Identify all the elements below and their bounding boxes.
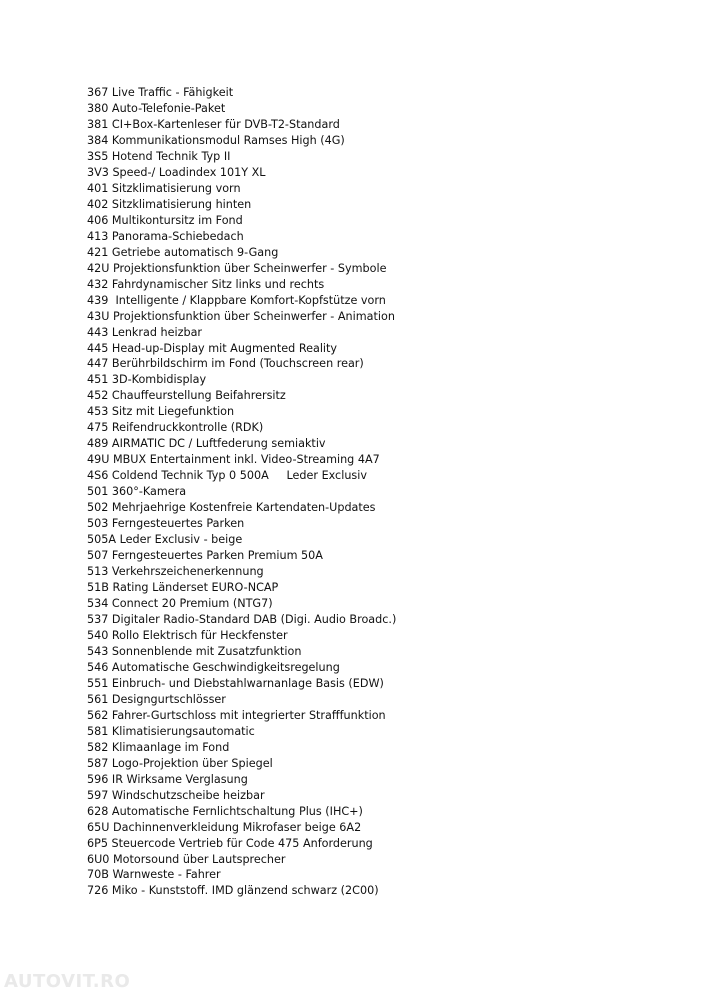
list-item: 384 Kommunikationsmodul Ramses High (4G) bbox=[87, 133, 345, 147]
list-item: 726 Miko - Kunststoff. IMD glänzend schwarz (2C00) bbox=[87, 884, 379, 898]
list-item: 439 Intelligente / Klappbare Komfort-Kopfstütze vorn bbox=[87, 293, 386, 307]
list-item: 42U Projektionsfunktion über Scheinwerfer - Symbole bbox=[87, 261, 387, 275]
list-item: 6P5 Steuercode Vertrieb für Code 475 Anforderung bbox=[87, 836, 373, 850]
list-item: 381 CI+Box-Kartenleser für DVB-T2-Standard bbox=[87, 117, 340, 131]
list-item: 628 Automatische Fernlichtschaltung Plus (IHC+) bbox=[87, 804, 363, 818]
list-item: 581 Klimatisierungsautomatic bbox=[87, 724, 255, 738]
list-item: 546 Automatische Geschwindigkeitsregelung bbox=[87, 660, 340, 674]
list-item: 489 AIRMATIC DC / Luftfederung semiaktiv bbox=[87, 437, 326, 451]
list-item: 502 Mehrjaehrige Kostenfreie Kartendaten-Updates bbox=[87, 501, 376, 515]
list-item: 503 Ferngesteuertes Parken bbox=[87, 517, 245, 531]
list-item: 402 Sitzklimatisierung hinten bbox=[87, 197, 252, 211]
list-item: 432 Fahrdynamischer Sitz links und rechts bbox=[87, 277, 325, 291]
list-item: 597 Windschutzscheibe heizbar bbox=[87, 788, 265, 802]
equipment-option-list bbox=[87, 85, 396, 899]
list-item: 562 Fahrer-Gurtschloss mit integrierter Strafffunktion bbox=[87, 708, 386, 722]
list-item: 367 Live Traffic - Fähigkeit bbox=[87, 86, 234, 99]
list-item: 51B Rating Länderset EURO-NCAP bbox=[87, 581, 279, 595]
list-item: 406 Multikontursitz im Fond bbox=[87, 213, 243, 227]
list-item: 453 Sitz mit Liegefunktion bbox=[87, 405, 235, 419]
list-item: 70B Warnweste - Fahrer bbox=[87, 868, 221, 882]
list-item: 380 Auto-Telefonie-Paket bbox=[87, 101, 226, 115]
list-item: 534 Connect 20 Premium (NTG7) bbox=[87, 597, 273, 610]
list-item: 505A Leder Exclusiv - beige bbox=[87, 533, 243, 547]
list-item: 445 Head-up-Display mit Augmented Reality bbox=[87, 341, 338, 355]
list-item: 401 Sitzklimatisierung vorn bbox=[87, 181, 241, 195]
list-item: 43U Projektionsfunktion über Scheinwerfer - Animation bbox=[87, 309, 395, 323]
list-item: 413 Panorama-Schiebedach bbox=[87, 229, 244, 243]
list-item: 6U0 Motorsound über Lautsprecher bbox=[87, 852, 286, 866]
list-item: 447 Berührbildschirm im Fond (Touchscreen rear) bbox=[87, 357, 364, 371]
list-item: 507 Ferngesteuertes Parken Premium 50A bbox=[87, 549, 323, 563]
list-item: 3S5 Hotend Technik Typ II bbox=[87, 149, 231, 163]
list-item: 582 Klimaanlage im Fond bbox=[87, 740, 230, 754]
list-item: 561 Designgurtschlösser bbox=[87, 692, 226, 706]
list-item: 443 Lenkrad heizbar bbox=[87, 325, 203, 339]
list-item: 4S6 Coldend Technik Typ 0 500A Leder Exclusiv bbox=[87, 469, 367, 483]
list-item: 451 3D-Kombidisplay bbox=[87, 373, 207, 387]
list-item: 551 Einbruch- und Diebstahlwarnanlage Basis (EDW) bbox=[87, 676, 384, 690]
list-item: 596 IR Wirksame Verglasung bbox=[87, 772, 248, 786]
list-item: 501 360°-Kamera bbox=[87, 485, 187, 499]
list-item: 587 Logo-Projektion über Spiegel bbox=[87, 756, 273, 770]
list-item: 475 Reifendruckkontrolle (RDK) bbox=[87, 421, 264, 435]
list-item: 537 Digitaler Radio-Standard DAB (Digi. Audio Broadc.) bbox=[87, 612, 397, 626]
list-item: 421 Getriebe automatisch 9-Gang bbox=[87, 245, 279, 259]
watermark: AUTOVIT.RO bbox=[4, 971, 131, 992]
list-item: 543 Sonnenblende mit Zusatzfunktion bbox=[87, 644, 302, 658]
list-item: 65U Dachinnenverkleidung Mikrofaser beige 6A2 bbox=[87, 820, 362, 834]
list-item: 452 Chauffeurstellung Beifahrersitz bbox=[87, 389, 286, 403]
list-item: 49U MBUX Entertainment inkl. Video-Streaming 4A7 bbox=[87, 453, 380, 467]
list-item: 513 Verkehrszeichenerkennung bbox=[87, 565, 264, 579]
list-item: 3V3 Speed-/ Loadindex 101Y XL bbox=[87, 165, 266, 179]
list-item: 540 Rollo Elektrisch für Heckfenster bbox=[87, 628, 288, 642]
